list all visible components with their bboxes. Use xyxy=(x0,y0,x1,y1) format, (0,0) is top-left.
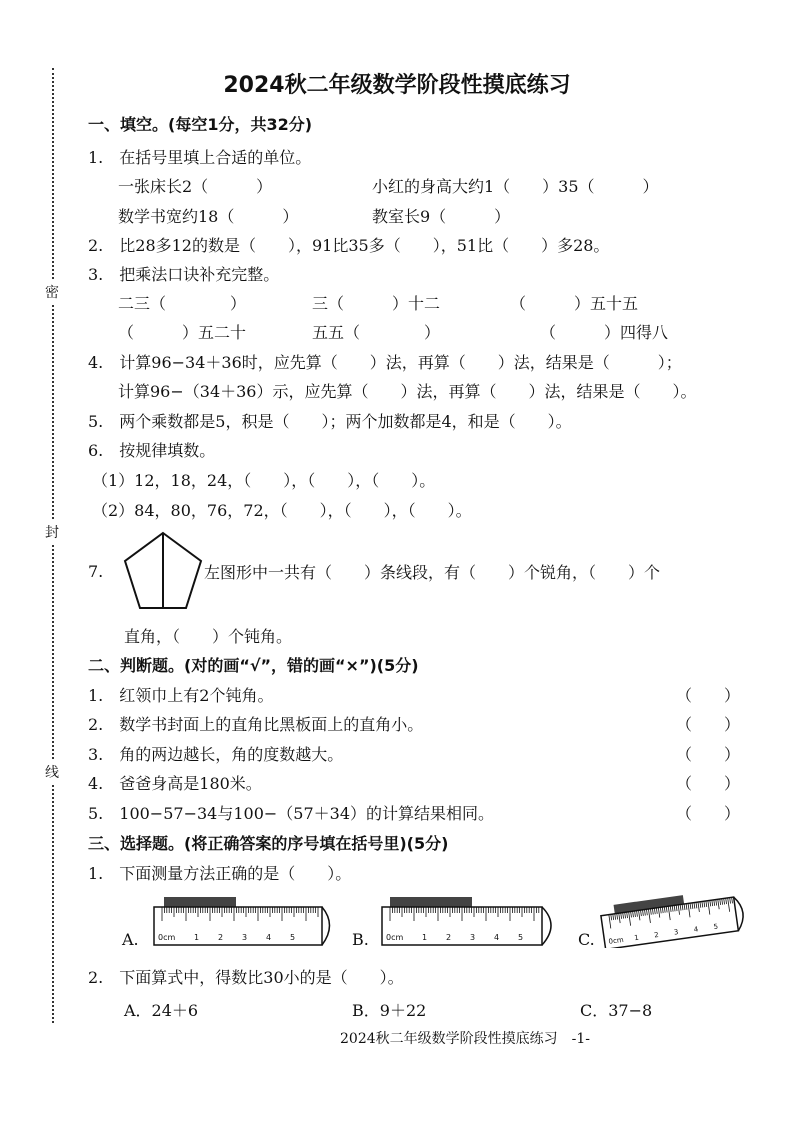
judge-item-2: 2. 数学书封面上的直角比黑板面上的直角小。 xyxy=(88,715,424,734)
q1-1-a: 一张床长2（ ） xyxy=(118,177,273,196)
q1-5: 5. 两个乘数都是5，积是（ ）；两个加数都是4，和是（ ）。 xyxy=(88,412,572,431)
page-title: 2024秋二年级数学阶段性摸底练习 xyxy=(223,73,571,98)
ruler-a-label-3: 3 xyxy=(242,933,248,942)
section-1-header: 一、填空。(每空1分，共32分) xyxy=(88,115,313,134)
choice-q1: 1. 下面测量方法正确的是（ ）。 xyxy=(88,864,352,883)
choice-q2-option-b: B．9＋22 xyxy=(352,1001,427,1020)
option-c-label: C. xyxy=(578,930,595,949)
q1-1-c: 数学书宽约18（ ） xyxy=(118,207,299,226)
q1-3-c: （ ）五十五 xyxy=(510,294,639,313)
judge-blank-4: （ ） xyxy=(676,774,741,793)
q1-7-line1: 左图形中一共有（ ）条线段，有（ ）个锐角，（ ）个 xyxy=(204,563,661,582)
choice-q2-option-c: C．37−8 xyxy=(580,1001,653,1020)
option-b-label: B. xyxy=(352,930,369,949)
ruler-option-c xyxy=(598,888,758,948)
ruler-b-label-4: 4 xyxy=(494,933,500,942)
judge-blank-3: （ ） xyxy=(676,745,741,764)
margin-char-xian: 线 xyxy=(45,760,59,784)
ruler-c-label-5: 5 xyxy=(713,922,719,932)
judge-blank-1: （ ） xyxy=(676,686,741,705)
binding-margin-line xyxy=(52,68,54,1023)
page-footer: 2024秋二年级数学阶段性摸底练习 -1- xyxy=(340,1031,590,1047)
q1-6: 6. 按规律填数。 xyxy=(88,441,216,460)
q1-3: 3. 把乘法口诀补充完整。 xyxy=(88,265,280,284)
judge-item-1: 1. 红领巾上有2个钝角。 xyxy=(88,686,274,705)
q1-3-a: 二三（ ） xyxy=(118,294,247,313)
q1-4-b: 计算96−（34＋36）示，应先算（ ）法，再算（ ）法，结果是（ ）。 xyxy=(118,382,697,401)
ruler-a-label-4: 4 xyxy=(266,933,272,942)
ruler-option-a xyxy=(152,895,340,950)
q1-3-d: （ ）五二十 xyxy=(118,323,247,342)
judge-item-3: 3. 角的两边越长，角的度数越大。 xyxy=(88,745,344,764)
ruler-b-label-2: 2 xyxy=(446,933,452,942)
ruler-option-b xyxy=(380,893,566,950)
q1-1-b: 小红的身高大约1（ ）35（ ） xyxy=(372,177,659,196)
q1-4-a: 4. 计算96−34＋36时，应先算（ ）法，再算（ ）法，结果是（ ）； xyxy=(88,353,682,372)
q1-2: 2. 比28多12的数是（ ），91比35多（ ），51比（ ）多28。 xyxy=(88,236,610,255)
judge-item-5: 5. 100−57−34与100−（57＋34）的计算结果相同。 xyxy=(88,804,495,823)
q1-7-line2: 直角，（ ）个钝角。 xyxy=(124,627,293,646)
q1-1: 1. 在括号里填上合适的单位。 xyxy=(88,148,312,167)
ruler-c-label-4: 4 xyxy=(693,925,699,934)
q1-1-d: 教室长9（ ） xyxy=(372,207,511,226)
q1-3-f: （ ）四得八 xyxy=(540,323,669,342)
q1-7-number: 7. xyxy=(88,562,104,581)
q1-6-1: （1）12，18，24，（ ），（ ），（ ）。 xyxy=(92,471,436,490)
judge-blank-5: （ ） xyxy=(676,804,741,823)
ruler-a-label-1: 1 xyxy=(194,933,200,942)
ruler-a-label-5: 5 xyxy=(290,933,296,942)
ruler-b-label-1: 1 xyxy=(422,933,428,942)
option-a-label: A. xyxy=(122,930,139,949)
ruler-b-label-5: 5 xyxy=(518,933,524,942)
judge-blank-2: （ ） xyxy=(676,715,741,734)
ruler-a-label-0: 0cm xyxy=(158,933,176,942)
choice-q2: 2. 下面算式中，得数比30小的是（ ）。 xyxy=(88,968,404,987)
ruler-c-label-3: 3 xyxy=(673,928,679,937)
judge-item-4: 4. 爸爸身高是180米。 xyxy=(88,774,262,793)
ruler-a-label-2: 2 xyxy=(218,933,224,942)
ruler-c-label-2: 2 xyxy=(653,930,660,940)
ruler-c-label-1: 1 xyxy=(633,933,640,943)
ruler-b-label-0: 0cm xyxy=(386,933,404,942)
section-2-header: 二、判断题。(对的画“√”，错的画“×”)(5分) xyxy=(88,656,419,675)
pentagon-figure xyxy=(122,530,204,612)
choice-q2-option-a: A．24＋6 xyxy=(124,1001,199,1020)
ruler-b-label-3: 3 xyxy=(470,933,476,942)
section-3-header: 三、选择题。(将正确答案的序号填在括号里)(5分) xyxy=(88,834,449,853)
ruler-c-label-0: 0cm xyxy=(608,935,625,946)
q1-3-b: 三（ ）十二 xyxy=(312,294,441,313)
q1-3-e: 五五（ ） xyxy=(312,323,441,342)
margin-char-feng: 封 xyxy=(45,520,59,544)
margin-char-mi: 密 xyxy=(45,280,59,304)
q1-6-2: （2）84，80，76，72，（ ），（ ），（ ）。 xyxy=(92,501,472,520)
